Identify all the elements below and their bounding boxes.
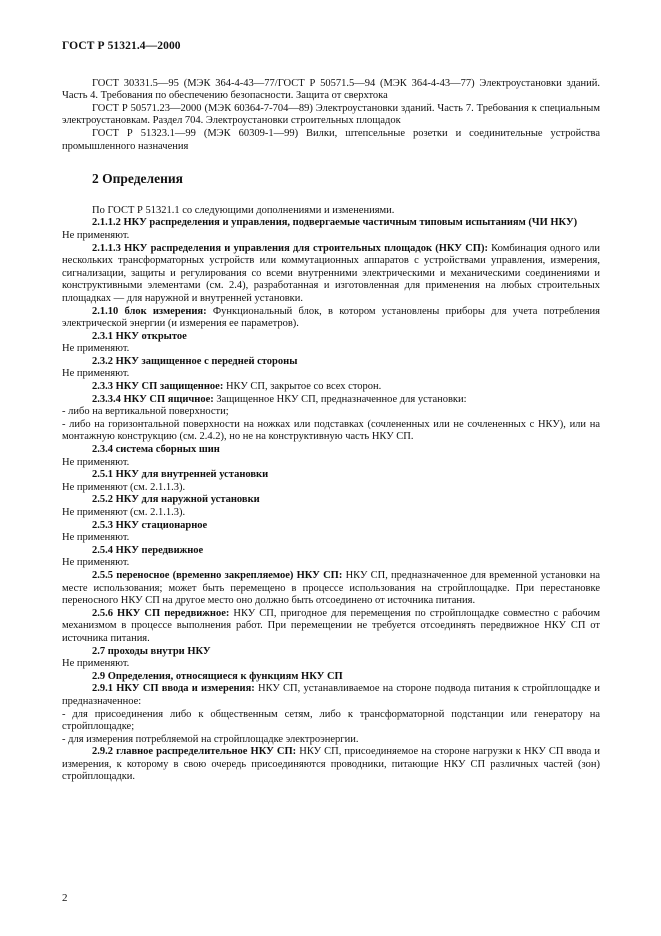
term-title: 2.3.4 система сборных шин [92,444,220,456]
term-title: 2.1.10 блок измерения: [92,305,207,317]
term-title: 2.5.6 НКУ СП передвижное: [92,607,230,619]
section-title: 2 Определения [92,171,183,187]
term-2-3-2 [62,356,600,369]
term-2-3-3-4 [62,394,600,407]
term-2-5-4 [62,545,600,558]
term-2-5-6 [62,608,600,646]
term-title: 2.9.2 главное распределительное НКУ СП: [92,746,297,758]
term-title: 2.5.5 переносное (временно закрепляемое) НКУ СП: [92,569,343,581]
term-title: 2.1.1.3 НКУ распределения и управления для строительных площадок (НКУ СП): [92,242,488,254]
not-applied-text: Не применяют. [62,368,130,380]
intro-paragraph: По ГОСТ Р 51321.1 со следующими дополнениями и изменениями. [92,204,395,216]
term-definition: НКУ СП, присоединяемое на стороне нагрузки к НКУ СП ввода и измерения, к которому в свою очередь присоединяются проводники, питающие НКУ СП различных частей (зон) стройплощадки. [62,746,600,783]
term-definition: НКУ СП, закрытое со всех сторон. [223,381,382,393]
not-applied-text: Не применяют. [62,229,130,241]
term-2-5-3 [62,520,600,533]
term-title: 2.7 проходы внутри НКУ [92,645,211,657]
term-2-1-10 [62,306,600,331]
term-2-3-3 [62,381,600,394]
not-applied-text: Не применяют. [62,343,130,355]
term-definition: НКУ СП, пригодное для перемещения по стройплощадке совместно с рабочим механизмом в процессе выполнения работ. При перемещении не требуется отсоединять передвижное НКУ СП от источника питания. [62,607,601,644]
list-item: - либо на горизонтальной поверхности на ножках или подставках (сочлененных или не сочлененных с НКУ), или на монтажную конструкцию (см. 2.4.2), но не на конструктивную часть НКУ СП. [62,418,600,443]
term-2-5-5 [62,570,600,608]
not-applied-text: Не применяют. [62,532,130,544]
term-2-3-4 [62,444,600,457]
term-title: 2.5.2 НКУ для наружной установки [92,494,260,506]
not-applied-text: Не применяют (см. 2.1.1.3). [62,481,186,493]
term-2-9 [62,671,600,684]
list-item: - либо на вертикальной поверхности; [62,406,229,418]
term-2-1-1-2 [62,217,600,230]
term-title: 2.5.4 НКУ передвижное [92,544,204,556]
term-title: 2.3.1 НКУ открытое [92,330,187,342]
term-title: 2.3.3.4 НКУ СП ящичное: [92,393,214,405]
term-2-5-1 [62,469,600,482]
term-2-9-2 [62,746,600,784]
term-2-1-1-3 [62,243,600,306]
term-2-5-2 [62,494,600,507]
list-item: - для присоединения либо к общественным сетям, либо к трансформаторной подстанции или генератору на стройплощадке; [62,708,600,733]
term-2-3-1 [62,331,600,344]
term-definition: Функциональный блок, в котором установлены приборы для учета потребления электрической энергии (и измерения ее параметров). [62,305,600,330]
term-definition: НКУ СП, предназначенное для временной установки на месте использования; может быть перемещено в процессе использования на стройплощадке. При перестановке переносного НКУ СП на другое место оно должно быть отсоединено от источника питания. [62,569,600,607]
term-title: 2.5.3 НКУ стационарное [92,519,208,531]
term-title: 2.1.1.2 НКУ распределения и управления, подвергаемые частичным типовым испытаниям (ЧИ НКУ) [92,217,578,229]
reference-gost-50571-23: ГОСТ Р 50571.23—2000 (МЭК 60364-7-704—89) Электроустановки зданий. Часть 7. Требования к специальным электроустановкам. Раздел 704. Электроустановки строительных площадок [62,102,600,127]
term-definition: Комбинация одного или нескольких трансформаторных устройств или коммутационных аппаратов с устройствами управления, измерения, сигнализации, защиты и регулирования со всеми внутренними электрическими и механическими соединениями и конструктивными элементами (см. 2.4), разработанная и изготовленная для применения на любых строительных площадках — для наружной и внутренней установки. [62,242,600,304]
term-title: 2.9 Определения, относящиеся к функциям НКУ СП [92,670,343,682]
reference-gost-51323-1: ГОСТ Р 51323.1—99 (МЭК 60309-1—99) Вилки, штепсельные розетки и соединительные устройства промышленного назначения [62,127,600,152]
term-title: 2.9.1 НКУ СП ввода и измерения: [92,683,255,695]
list-item: - для измерения потребляемой на стройплощадке электроэнергии. [62,733,359,745]
term-definition: Защищенное НКУ СП, предназначенное для установки: [213,393,467,405]
term-title: 2.5.1 НКУ для внутренней установки [92,469,269,481]
term-2-7 [62,646,600,659]
not-applied-text: Не применяют. [62,658,130,670]
not-applied-text: Не применяют (см. 2.1.1.3). [62,507,186,518]
document-header: ГОСТ Р 51321.4—2000 [62,40,181,52]
term-2-9-1 [62,683,600,708]
term-definition: НКУ СП, устанавливаемое на стороне подвода питания к стройплощадке и предназначенное: [62,683,600,707]
document-page [62,40,600,784]
page-number: 2 [62,892,68,904]
not-applied-text: Не применяют. [62,557,130,569]
reference-gost-30331-5: ГОСТ 30331.5—95 (МЭК 364-4-43—77/ГОСТ Р 50571.5—94 (МЭК 364-4-43—77) Электроустановки зданий. Часть 4. Требования по обеспечению безопасности. Защита от сверхтока [62,77,600,102]
not-applied-text: Не применяют. [62,456,130,468]
term-title: 2.3.2 НКУ защищенное с передней стороны [92,355,298,367]
term-title: 2.3.3 НКУ СП защищенное: [92,381,224,393]
